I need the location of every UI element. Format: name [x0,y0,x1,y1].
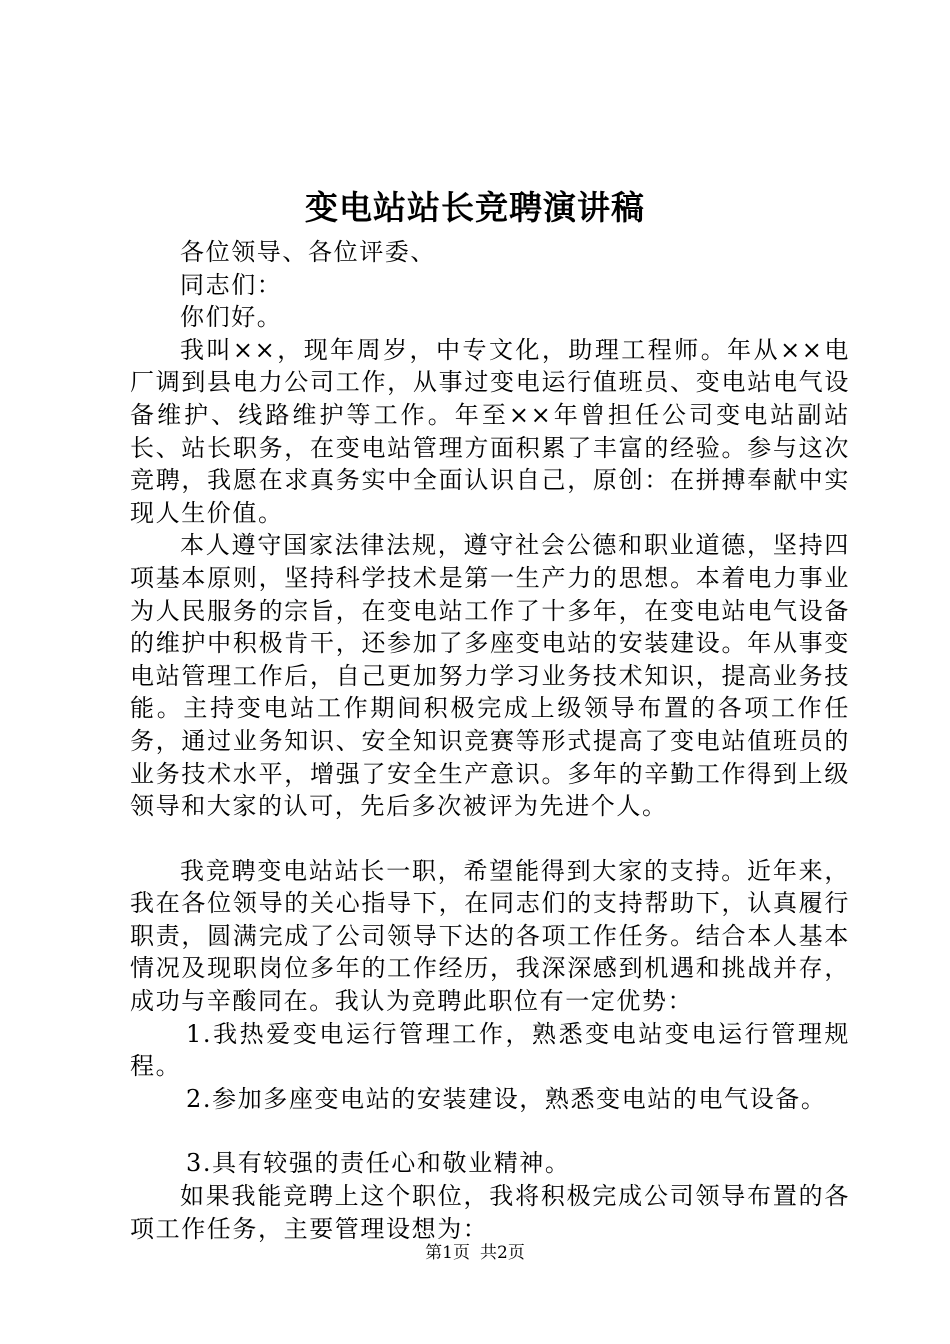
salutation-line-1: 各位领导、各位评委、 [180,238,436,266]
paragraph-introduction: 我叫××，现年周岁，中专文化，助理工程师。年从××电厂调到县电力公司工作，从事过变电运行值班员、变电站电气设备维护、线路维护等工作。年至××年曾担任公司变电站副站长、站长职务，在变电站管理方面积累了丰富的经验。参与这次竞聘，我愿在求真务实中全面认识自己，原创：在拼搏奉献中实现人生价值。 [130,335,850,527]
page-number-current: 第1页 [425,1243,470,1263]
advantage-item-3: 3.具有较强的责任心和敬业精神。 [186,1149,571,1178]
paragraph-experience: 本人遵守国家法律法规，遵守社会公德和职业道德，坚持四项基本原则，坚持科学技术是第一生产力的思想。本着电力事业为人民服务的宗旨，在变电站工作了十多年，在变电站电气设备的维护中积极肯干，还参加了多座变电站的安装建设。年从事变电站管理工作后，自己更加努力学习业务技术知识，提高业务技能。主持变电站工作期间积极完成上级领导布置的各项工作任务，通过业务知识、安全知识竞赛等形式提高了变电站值班员的业务技术水平，增强了安全生产意识。多年的辛勤工作得到上级领导和大家的认可，先后多次被评为先进个人。 [130,531,850,821]
document-body [130,236,850,1245]
paragraph-closing: 如果我能竞聘上这个职位，我将积极完成公司领导布置的各项工作任务，主要管理设想为： [130,1182,850,1243]
document-title: 变电站站长竞聘演讲稿 [305,188,645,227]
greeting-line: 你们好。 [180,303,283,332]
page-footer [0,1241,950,1265]
page-number-total: 共2页 [480,1243,525,1263]
advantage-item-1: 1.我热爱变电运行管理工作，熟悉变电站变电运行管理规程。 [130,1019,850,1081]
item-spacer [130,1115,850,1147]
paragraph-spacer [130,823,850,855]
salutation-line-2: 同志们： [180,270,283,299]
advantage-item-2: 2.参加多座变电站的安装建设，熟悉变电站的电气设备。 [186,1084,827,1113]
paragraph-motivation: 我竞聘变电站站长一职，希望能得到大家的支持。近年来，我在各位领导的关心指导下，在同志们的支持帮助下，认真履行职责，圆满完成了公司领导下达的各项工作任务。结合本人基本情况及现职岗位多年的工作经历，我深深感到机遇和挑战并存，成功与辛酸同在。我认为竞聘此职位有一定优势： [130,856,850,1016]
